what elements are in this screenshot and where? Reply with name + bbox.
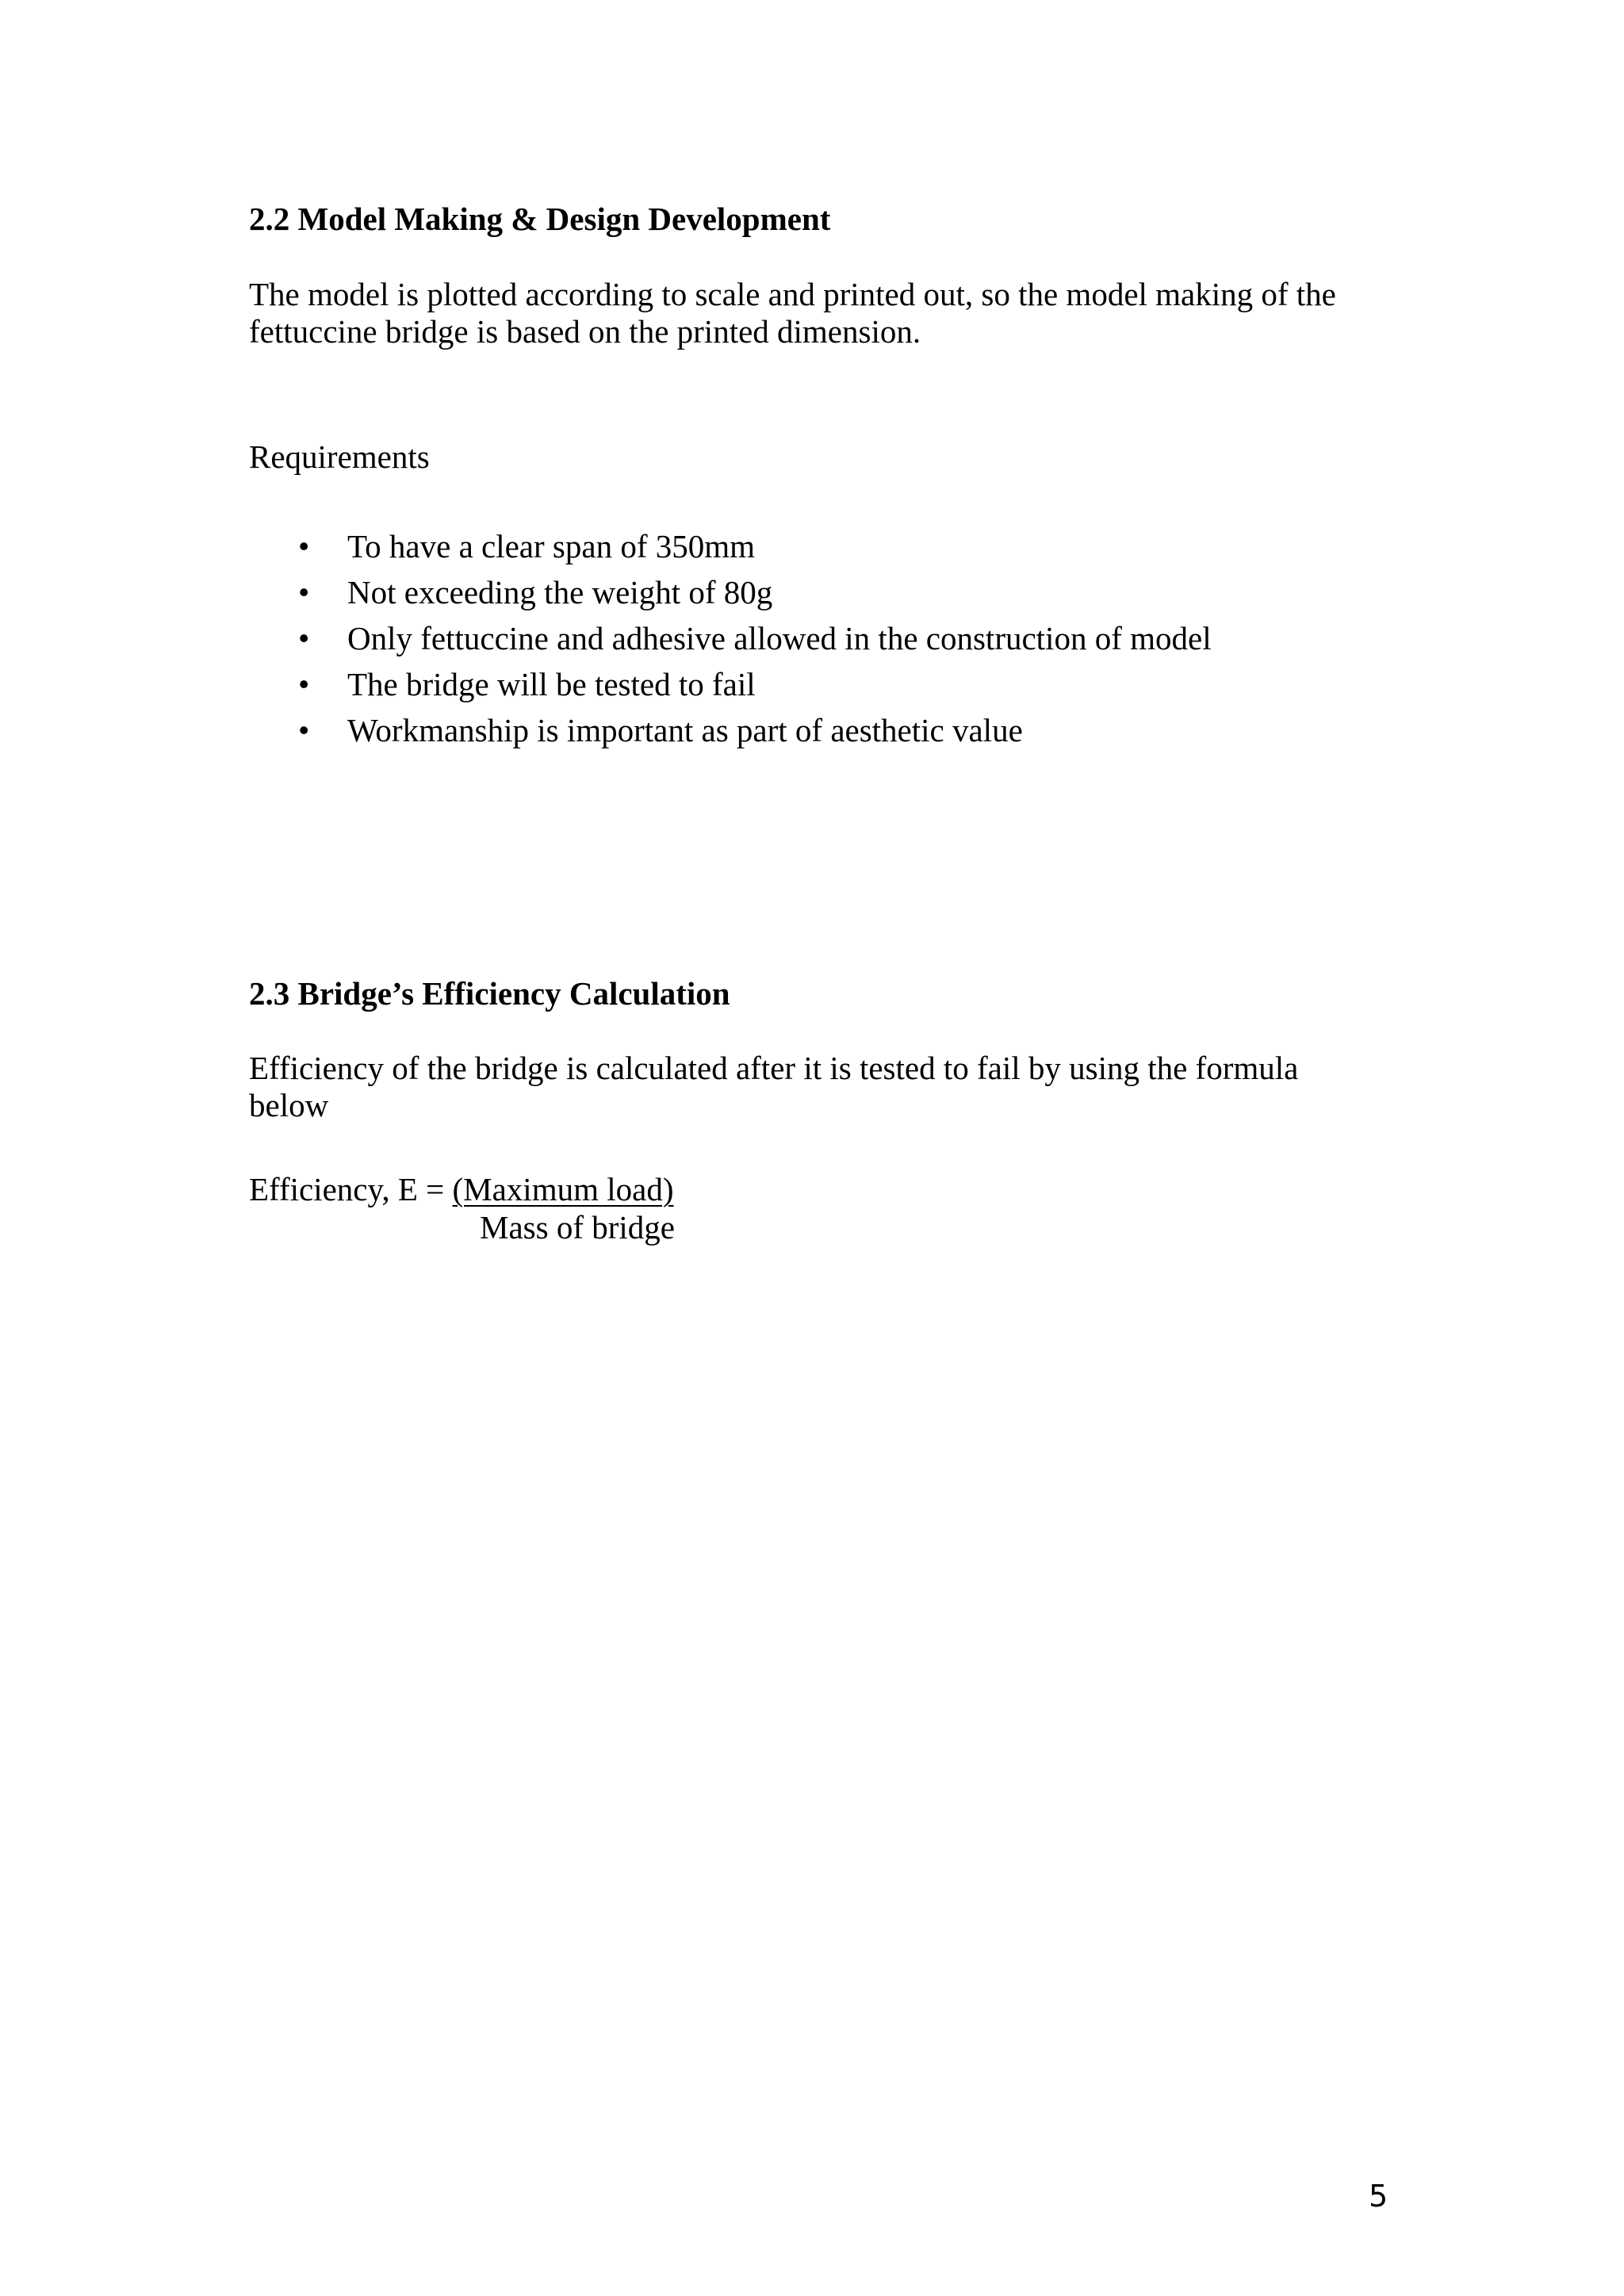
paragraph-line: Efficiency of the bridge is calculated after it is tested to fail by using the formula bbox=[249, 1050, 1299, 1086]
page-number: 5 bbox=[1369, 2179, 1388, 2214]
requirements-label: Requirements bbox=[249, 438, 430, 475]
section-2-3-paragraph bbox=[249, 1050, 1407, 1124]
list-item bbox=[249, 523, 1212, 569]
bullet-icon: • bbox=[298, 666, 310, 702]
list-item-text: Not exceeding the weight of 80g bbox=[347, 574, 773, 610]
bullet-icon: • bbox=[298, 528, 310, 564]
paragraph-line: fettuccine bridge is based on the printed dimension. bbox=[249, 313, 921, 350]
paragraph-line: below bbox=[249, 1087, 329, 1123]
formula-numerator: (Maximum load) bbox=[452, 1171, 674, 1207]
formula-denominator: Mass of bridge bbox=[480, 1209, 675, 1246]
list-item bbox=[249, 569, 1212, 615]
bullet-icon: • bbox=[298, 712, 310, 748]
list-item bbox=[249, 661, 1212, 707]
bullet-icon: • bbox=[298, 574, 310, 610]
requirements-list bbox=[249, 523, 1212, 753]
bullet-icon: • bbox=[298, 620, 310, 656]
list-item-text: Only fettuccine and adhesive allowed in the construction of model bbox=[347, 620, 1212, 656]
list-item-text: The bridge will be tested to fail bbox=[347, 666, 756, 702]
paragraph-line: The model is plotted according to scale and printed out, so the model making of the bbox=[249, 276, 1336, 312]
formula-prefix: Efficiency, E = bbox=[249, 1171, 453, 1207]
list-item bbox=[249, 615, 1212, 661]
efficiency-formula bbox=[249, 1170, 675, 1246]
list-item bbox=[249, 707, 1212, 753]
list-item-text: Workmanship is important as part of aesthetic value bbox=[347, 712, 1023, 748]
section-heading-2-3: 2.3 Bridge’s Efficiency Calculation bbox=[249, 975, 730, 1012]
section-heading-2-2: 2.2 Model Making & Design Development bbox=[249, 201, 831, 237]
list-item-text: To have a clear span of 350mm bbox=[347, 528, 756, 564]
section-2-2-paragraph bbox=[249, 276, 1407, 350]
